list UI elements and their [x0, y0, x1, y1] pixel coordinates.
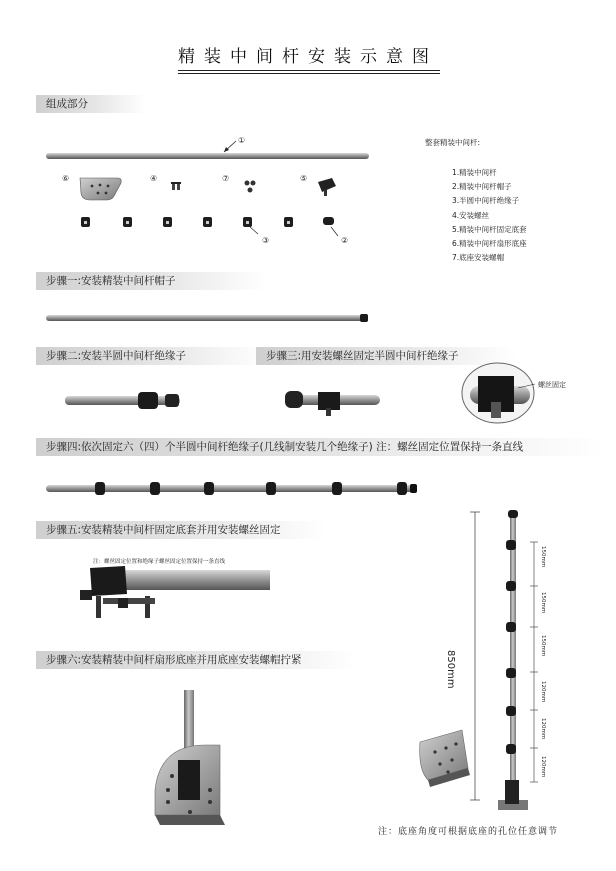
section-step1: 步骤一:安装精装中间杆帽子: [36, 272, 266, 290]
step5-note: 注：螺丝固定位置和绝缘子螺丝固定位置保持一条直线: [93, 559, 226, 565]
dimension-label: 120mm: [540, 756, 546, 778]
step2-illustration: [65, 392, 180, 409]
parts-list-item: 6.精装中间杆扇形底座: [452, 239, 527, 249]
section-step5: 步骤五:安装精装中间杆固定底套并用安装螺丝固定: [36, 521, 326, 539]
parts-list-item: 5.精装中间杆固定底套: [452, 224, 527, 234]
marker-6: ⑥: [62, 174, 70, 183]
section-step2: 步骤二:安装半圆中间杆绝缘子: [36, 347, 266, 365]
assembled-pole: [470, 510, 538, 810]
parts-list-item: 1.精装中间杆: [452, 168, 497, 177]
component-nuts: [245, 181, 256, 193]
marker-2: ②: [341, 236, 349, 245]
component-cap: [323, 217, 334, 225]
section-step4: 步骤四:依次固定六（四）个半圆中间杆绝缘子(几线制安装几个绝缘子) 注：螺丝固定位置保持一条直线: [36, 438, 606, 456]
component-pole: [46, 141, 369, 159]
footer-note: 注：底座角度可根据底座的孔位任意调节: [378, 827, 559, 837]
parts-list-item: 7.底座安装螺帽: [452, 253, 505, 263]
parts-list-item: 4.安装螺丝: [452, 210, 490, 220]
component-screws: [171, 182, 181, 190]
section-components: 组成部分: [36, 95, 146, 113]
dimension-label: 150mm: [540, 592, 546, 614]
parts-title: 整套精装中间杆:: [425, 138, 481, 147]
step1-pole-with-cap: [46, 314, 368, 322]
marker-1: ①: [238, 136, 246, 145]
marker-3: ③: [262, 236, 270, 245]
parts-list-item: 2.精装中间杆帽子: [452, 182, 512, 192]
component-base-sleeve: [318, 178, 336, 196]
step3-detail-circle: [462, 363, 535, 423]
marker-5: ⑤: [300, 174, 308, 183]
step4-illustration: [46, 482, 417, 495]
step3-illustration: [285, 391, 380, 416]
section-step6: 步骤六:安装精装中间杆扇形底座并用底座安装螺帽拧紧: [36, 651, 356, 669]
step5-illustration: [80, 566, 270, 618]
dimension-label: 120mm: [540, 718, 546, 740]
component-fan-base: [80, 178, 121, 200]
marker-4: ④: [150, 174, 158, 183]
page-title: 精装中间杆安装示意图: [178, 47, 438, 67]
marker-7: ⑦: [222, 174, 230, 183]
step6-illustration: [155, 690, 225, 825]
section-step3: 步骤三:用安装螺丝固定半圆中间杆绝缘子: [256, 347, 516, 365]
parts-list-item: 3.半圆中间杆绝缘子: [452, 196, 520, 206]
loose-base-plate: [420, 730, 470, 787]
dimension-label: 120mm: [540, 681, 546, 703]
dimension-label: 150mm: [540, 635, 546, 657]
component-insulators: [81, 217, 293, 227]
dimension-total: 850mm: [445, 650, 456, 689]
dimension-label: 150mm: [540, 546, 546, 568]
screw-fix-label: 螺丝固定: [538, 381, 566, 389]
